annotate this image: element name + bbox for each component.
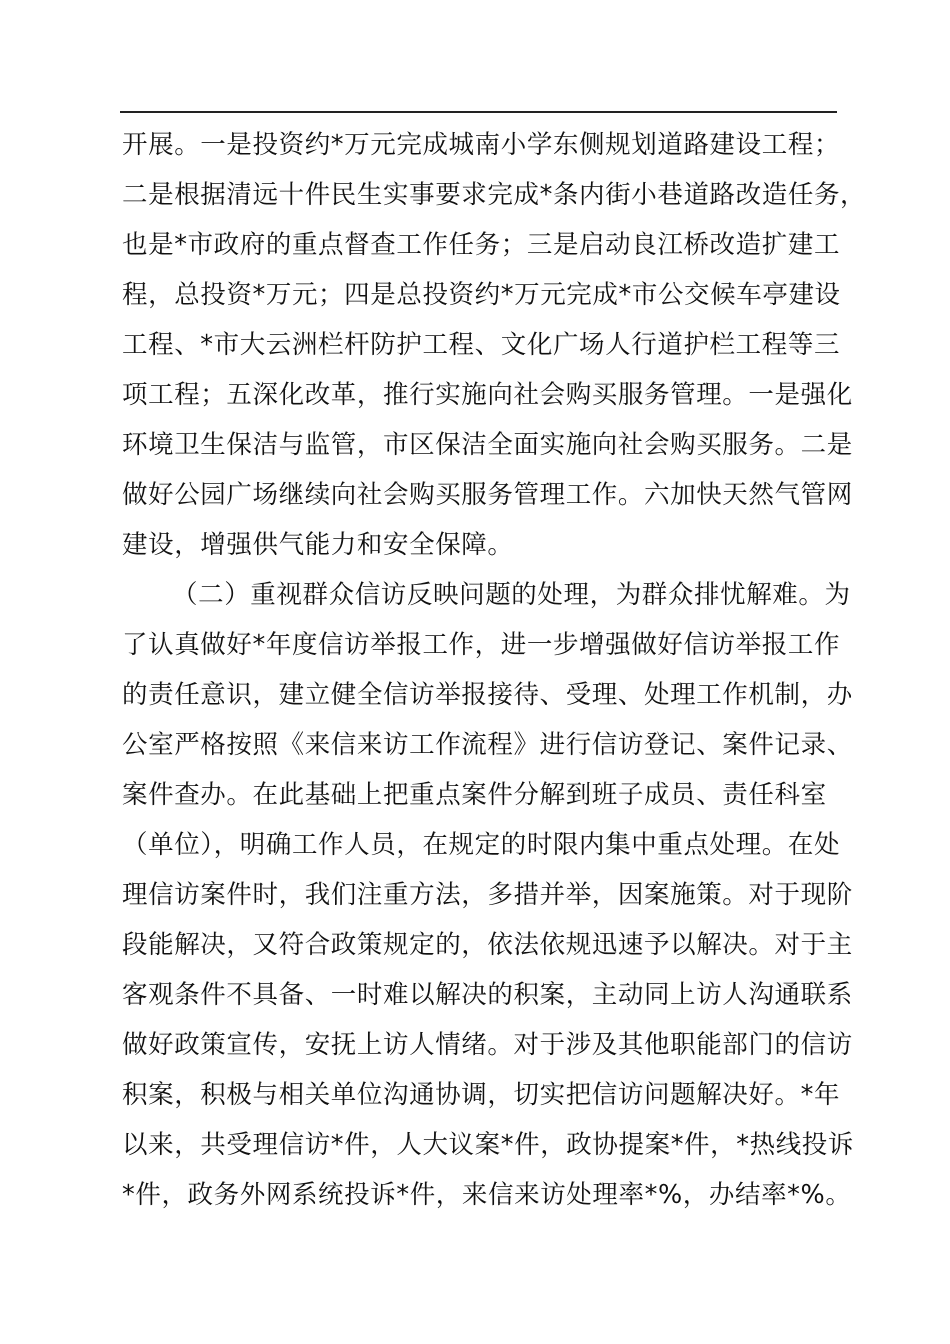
text-line: 项工程；五深化改革，推行实施向社会购买服务管理。一是强化 (122, 380, 853, 410)
text-line: 以来，共受理信访*件，人大议案*件，政协提案*件，*热线投诉 (122, 1130, 855, 1160)
text-line: 开展。一是投资约*万元完成城南小学东侧规划道路建设工程； (122, 130, 841, 160)
paragraph-heading-line: （二）重视群众信访反映问题的处理，为群众排忧解难。为 (172, 580, 851, 610)
text-line: 二是根据清远十件民生实事要求完成*条内街小巷道路改造任务， (122, 180, 867, 210)
text-line: 理信访案件时，我们注重方法，多措并举，因案施策。对于现阶 (122, 880, 853, 910)
text-line: 也是*市政府的重点督查工作任务；三是启动良江桥改造扩建工 (122, 230, 841, 260)
text-line: 程，总投资*万元；四是总投资约*万元完成*市公交候车亭建设 (122, 280, 841, 310)
text-line: 做好政策宣传，安抚上访人情绪。对于涉及其他职能部门的信访 (122, 1030, 853, 1060)
text-line: 客观条件不具备、一时难以解决的积案，主动同上访人沟通联系 (122, 980, 853, 1010)
text-line: 的责任意识，建立健全信访举报接待、受理、处理工作机制，办 (122, 680, 853, 710)
text-line: 环境卫生保洁与监管，市区保洁全面实施向社会购买服务。二是 (122, 430, 853, 460)
text-line: 案件查办。在此基础上把重点案件分解到班子成员、责任科室 (122, 780, 827, 810)
text-line: 了认真做好*年度信访举报工作，进一步增强做好信访举报工作 (122, 630, 841, 660)
text-line: *件，政务外网系统投诉*件，来信来访处理率*%，办结率*%。 (122, 1180, 852, 1210)
text-line: 公室严格按照《来信来访工作流程》进行信访登记、案件记录、 (122, 730, 853, 760)
text-line: 段能解决，又符合政策规定的，依法依规迅速予以解决。对于主 (122, 930, 853, 960)
text-line: 工程、*市大云洲栏杆防护工程、文化广场人行道护栏工程等三 (122, 330, 841, 360)
text-line: 积案，积极与相关单位沟通协调，切实把信访问题解决好。*年 (122, 1080, 841, 1110)
text-line: （单位），明确工作人员，在规定的时限内集中重点处理。在处 (122, 830, 841, 860)
header-divider (120, 111, 837, 113)
document-body (122, 120, 867, 1220)
text-line: 建设，增强供气能力和安全保障。 (122, 530, 514, 560)
text-line: 做好公园广场继续向社会购买服务管理工作。六加快天然气管网 (122, 480, 853, 510)
